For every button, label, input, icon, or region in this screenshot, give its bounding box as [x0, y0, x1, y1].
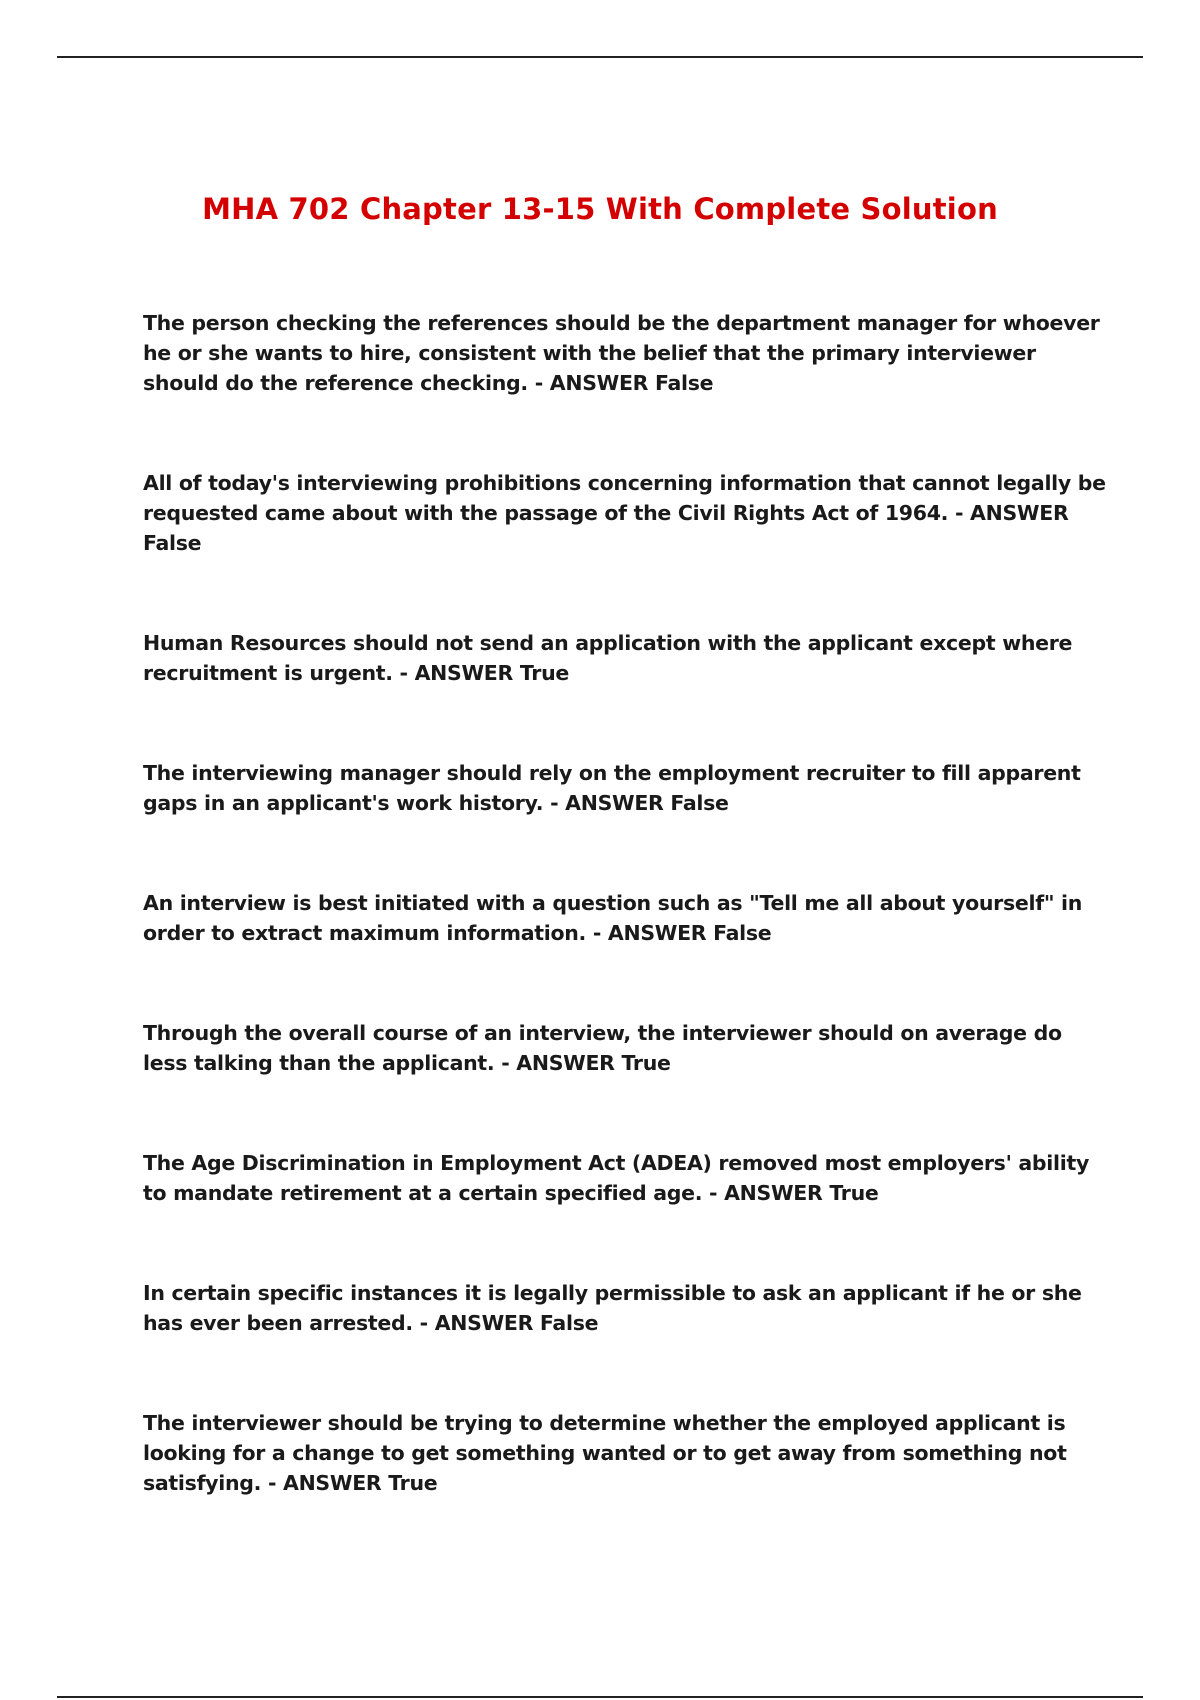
qa-item-8: In certain specific instances it is legally permissible to ask an applicant if he or she has ever been arrested. - ANSWER False — [143, 1281, 1082, 1335]
question-answer-list — [143, 308, 1108, 1568]
qa-item-4: The interviewing manager should rely on the employment recruiter to fill apparent gaps in an applicant's work history. - ANSWER False — [143, 761, 1081, 815]
qa-item-1: The person checking the references should be the department manager for whoever he or she wants to hire, consistent with the belief that the primary interviewer should do the reference checking. - ANSWER False — [143, 311, 1100, 395]
document-title: MHA 702 Chapter 13-15 With Complete Solution — [202, 192, 998, 226]
qa-item-6: Through the overall course of an interview, the interviewer should on average do less talking than the applicant. - ANSWER True — [143, 1021, 1062, 1075]
qa-item-3: Human Resources should not send an application with the applicant except where recruitment is urgent. - ANSWER True — [143, 631, 1073, 685]
header-rule — [57, 56, 1143, 58]
qa-item-2: All of today's interviewing prohibitions concerning information that cannot legally be requested came about with the passage of the Civil Rights Act of 1964. - ANSWER False — [143, 471, 1106, 555]
qa-item-7: The Age Discrimination in Employment Act (ADEA) removed most employers' ability to mandate retirement at a certain specified age. - ANSWER True — [143, 1151, 1090, 1205]
qa-item-9: The interviewer should be trying to determine whether the employed applicant is looking for a change to get something wanted or to get away from something not satisfying. - ANSWER True — [143, 1411, 1067, 1495]
qa-item-5: An interview is best initiated with a question such as "Tell me all about yourself" in order to extract maximum information. - ANSWER False — [143, 891, 1083, 945]
footer-rule — [57, 1696, 1143, 1698]
